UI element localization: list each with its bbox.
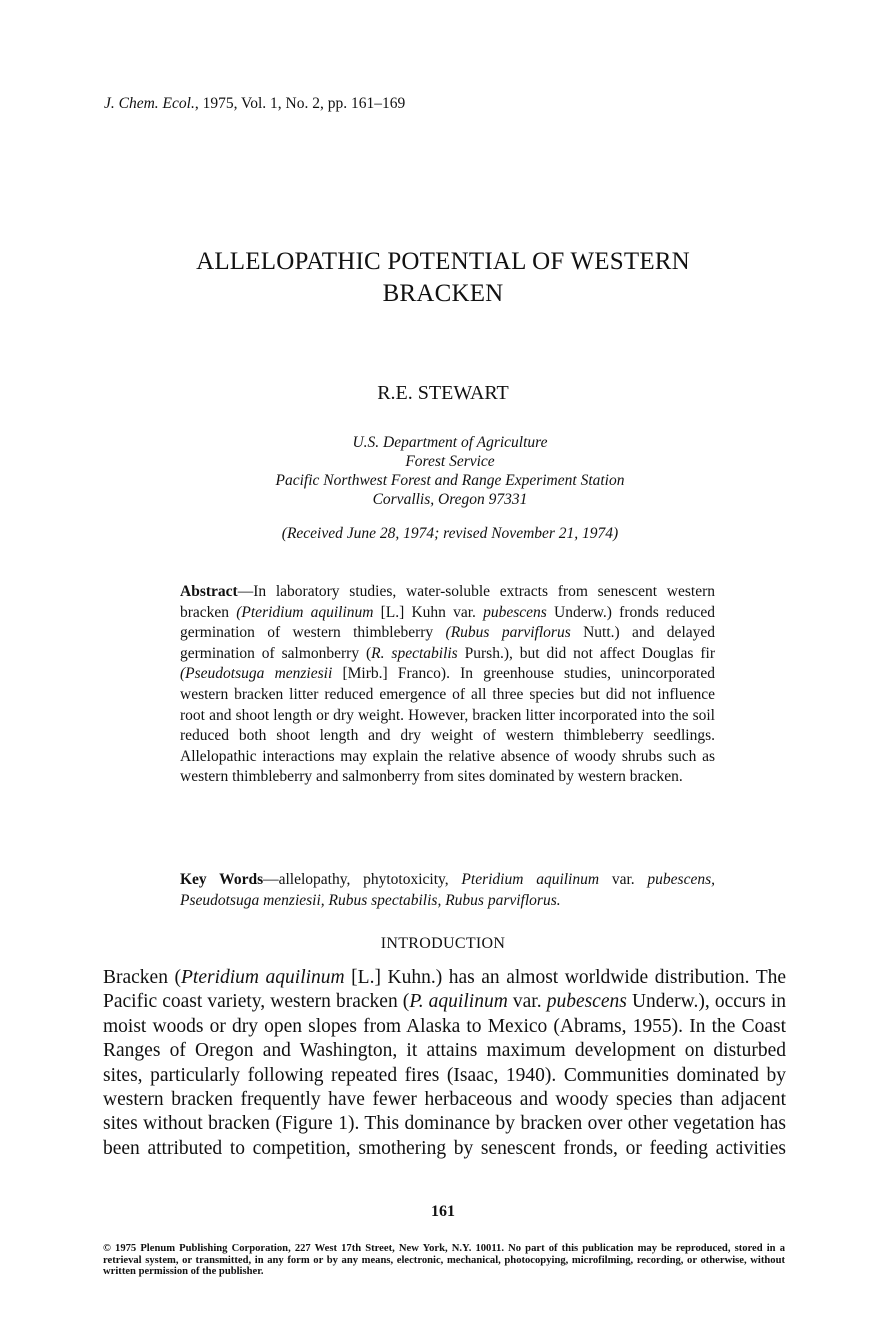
text-run: Underw.) fronds reduced germination of western thimbleberry	[180, 603, 715, 642]
received-dates: (Received June 28, 1974; revised November 21, 1974)	[281, 525, 619, 542]
abstract-label: Abstract	[180, 583, 238, 600]
affiliation-line-1: U.S. Department of Agriculture	[352, 434, 548, 451]
keywords-label: Key Words	[180, 871, 264, 888]
journal-citation	[104, 95, 405, 113]
italic-text-run: Pteridium aquilinum	[181, 967, 345, 988]
keywords	[180, 870, 715, 911]
affiliation-line-3: Pacific Northwest Forest and Range Experiment Station	[275, 472, 625, 489]
text-run: [Mirb.] Franco). In greenhouse studies, unincorporated western bracken litter reduced emergence of all three species but did not influence root and shoot length or dry weight. However, bracken litter incorporated into the soil reduced both shoot length and dry weight of western thimbleberry seedlings. Allelopathic interactions may explain the relative absence of woody shrubs such as western thimbleberry and salmonberry from sites dominated by western bracken.	[180, 665, 715, 786]
text-run: Bracken (	[103, 967, 182, 988]
italic-text-run: R. spectabilis	[371, 644, 458, 662]
italic-text-run: pubescens	[483, 603, 547, 621]
text-run: var.	[599, 871, 648, 888]
text-run: [L.] Kuhn.) has an almost worldwide distribution. The Pacific coast variety, western bracken (	[103, 967, 787, 1013]
italic-text-run: pubescens, Pseudotsuga menziesii, Rubus spectabilis, Rubus parviflorus.	[180, 871, 715, 909]
affiliation-line-4: Corvallis, Oregon 97331	[372, 491, 528, 508]
italic-text-run: (Pteridium aquilinum	[236, 603, 374, 621]
italic-text-run: P. aquilinum	[409, 991, 508, 1013]
section-heading-introduction: INTRODUCTION	[380, 935, 506, 952]
page-number: 161	[431, 1203, 455, 1220]
copyright-notice: © 1975 Plenum Publishing Corporation, 227 West 17th Street, New York, N.Y. 10011. No part of this publication may be reproduced, stored in a retrieval system, or transmitted, in any form or by any means, electronic, mechanical, photocopying, microfilming, recording, or otherwise, without written permission of the publisher.	[103, 1243, 785, 1278]
introduction-paragraph	[103, 966, 786, 1161]
abstract-text	[180, 583, 715, 785]
text-run: var.	[507, 991, 547, 1013]
paper-title-line-1: ALLELOPATHIC POTENTIAL OF WESTERN	[196, 248, 690, 275]
text-run: [L.] Kuhn var.	[373, 603, 484, 621]
text-run: Underw.), occurs in moist woods or dry open slopes from Alaska to Mexico (Abrams, 1955). In the Coast Ranges of Oregon and Washington, it attains maximum development on disturbed sites, particularly following repeated fires (Isaac, 1940). Communities dominated by western bracken frequently have fewer herbaceous and woody species than adjacent sites without bracken (Figure 1). This dominance by bracken over other vegetation has been attributed to competition, smothering by senescent fronds, or feeding activities	[103, 991, 786, 1159]
paper-title-line-2: BRACKEN	[382, 280, 504, 307]
text-run: Pursh.), but did not affect Douglas fir	[457, 644, 715, 662]
text-run: Nutt.) and delayed germination of salmonberry (	[180, 624, 716, 662]
author-name: R.E. STEWART	[377, 382, 509, 404]
abstract	[180, 582, 715, 788]
journal-details: , 1975, Vol. 1, No. 2, pp. 161–169	[194, 95, 406, 112]
journal-name: J. Chem. Ecol.	[104, 95, 195, 112]
text-run: —In laboratory studies, water-soluble extracts from senescent western bracken	[180, 583, 715, 621]
italic-text-run: (Pseudotsuga menziesii	[180, 665, 333, 683]
affiliation-line-2: Forest Service	[405, 453, 495, 470]
italic-text-run: (Rubus parviflorus	[445, 624, 571, 642]
italic-text-run: Pteridium aquilinum	[461, 871, 600, 888]
text-run: —allelopathy, phytotoxicity,	[263, 871, 462, 888]
italic-text-run: pubescens	[546, 991, 627, 1013]
